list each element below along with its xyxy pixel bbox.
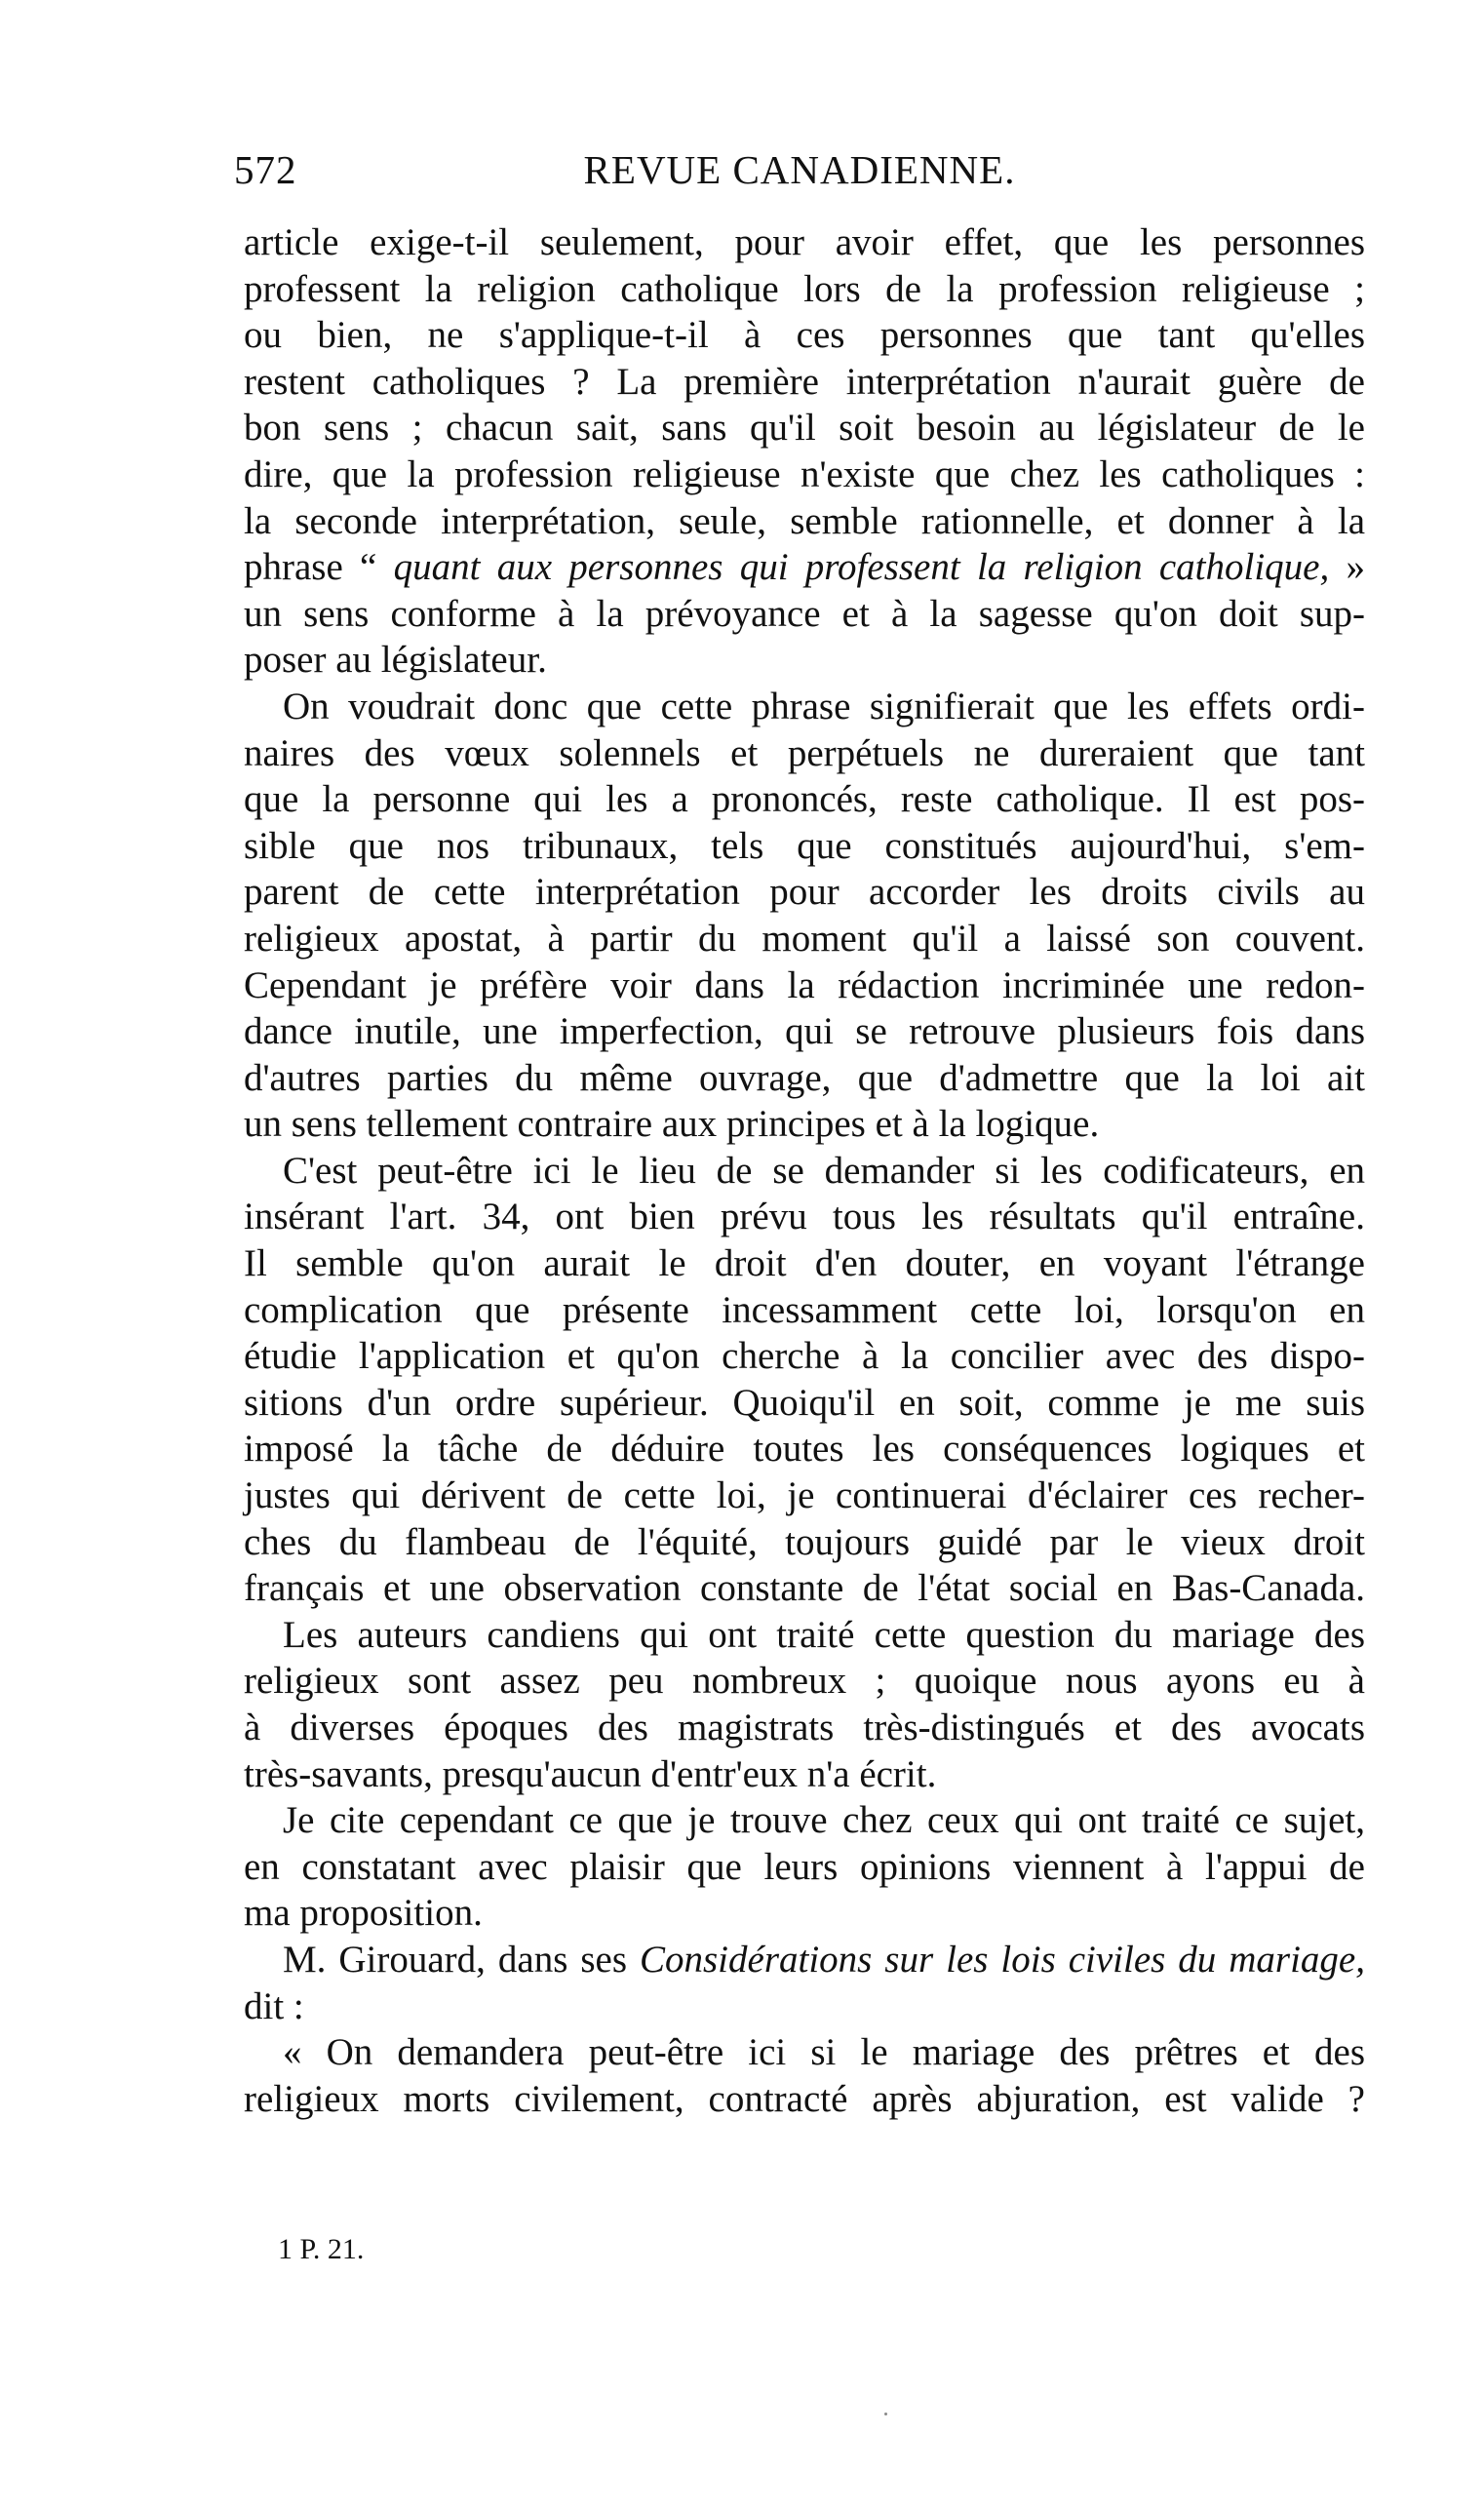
text-line: professent la religion catholique lors de la profession religieuse ; [244,267,1365,310]
text-line-phrase [244,544,1365,591]
text-line: français et une observation constante de l'état social en Bas-Canada. [244,1567,1365,1610]
text-line: la seconde interprétation, seule, semble rationnelle, et donner à la [244,499,1365,542]
text-line: étudie l'application et qu'on cherche à la concilier avec des dispo- [244,1335,1365,1378]
text-line: ches du flambeau de l'équité, toujours guidé par le vieux droit [244,1520,1365,1563]
girouard-pre: M. Girouard, dans ses [283,1938,628,1981]
text-line: d'autres parties du même ouvrage, que d'admettre que la loi ait [244,1056,1365,1099]
cited-work-title: Considérations sur les lois civiles du mariage, [639,1938,1365,1981]
print-speck [884,2413,887,2415]
running-header [234,146,1365,205]
text-line-girouard [244,1937,1365,1983]
text-line: religieux apostat, à partir du moment qu'il a laissé son couvent. [244,917,1365,960]
text-line: Cependant je préfère voir dans la rédaction incriminée une redon- [244,963,1365,1006]
footnote: 1 P. 21. [278,2233,365,2265]
text-line: dit : [244,1984,304,2027]
text-line: restent catholiques ? La première interprétation n'aurait guère de [244,360,1365,403]
paragraph-start: Je cite cependant ce que je trouve chez ceux qui ont traité ce sujet, [283,1799,1365,1842]
quotation-start: « On demandera peut-être ici si le mariage des prêtres et des [283,2031,1365,2074]
text-line: sitions d'un ordre supérieur. Quoiqu'il en soit, comme je me suis [244,1381,1365,1424]
paragraph-start: Les auteurs candiens qui ont traité cette question du mariage des [283,1613,1365,1656]
text-line: complication que présente incessamment cette loi, lorsqu'on en [244,1288,1365,1331]
paragraph-start: On voudrait donc que cette phrase signifierait que les effets ordi- [283,685,1365,727]
text-line: Il semble qu'on aurait le droit d'en douter, en voyant l'étrange [244,1242,1365,1285]
text-line: dance inutile, une imperfection, qui se retrouve plusieurs fois dans [244,1010,1365,1053]
quoted-phrase: quant aux personnes qui professent la religion catholique, [393,546,1330,589]
text-line: religieux morts civilement, contracté après abjuration, est valide ? [244,2077,1365,2120]
body-text [244,219,1365,2122]
text-line: insérant l'art. 34, ont bien prévu tous les résultats qu'il entraîne. [244,1196,1365,1238]
text-line: justes qui dérivent de cette loi, je continuerai d'éclairer ces recher- [244,1474,1365,1517]
text-line: dire, que la profession religieuse n'existe que chez les catholiques : [244,452,1365,495]
text-line: bon sens ; chacun sait, sans qu'il soit besoin au législateur de le [244,407,1365,450]
phrase-pre: phrase “ [244,546,394,589]
paragraph-start: C'est peut-être ici le lieu de se demander si les codificateurs, en [283,1149,1365,1192]
text-line: religieux sont assez peu nombreux ; quoique nous ayons eu à [244,1660,1365,1703]
phrase-post: » [1329,546,1365,589]
text-line: sible que nos tribunaux, tels que constitués aujourd'hui, s'em- [244,824,1365,867]
text-line: que la personne qui les a prononcés, reste catholique. Il est pos- [244,778,1365,821]
text-line: imposé la tâche de déduire toutes les conséquences logiques et [244,1428,1365,1471]
page-number: 572 [234,147,297,192]
text-line: en constatant avec plaisir que leurs opinions viennent à l'appui de [244,1845,1365,1888]
text-line: un sens conforme à la prévoyance et à la sagesse qu'on doit sup- [244,592,1365,635]
text-line: article exige-t-il seulement, pour avoir effet, que les personnes [244,221,1365,263]
text-line: un sens tellement contraire aux principes et à la logique. [244,1103,1100,1146]
text-line: très-savants, presqu'aucun d'entr'eux n'a écrit. [244,1752,937,1795]
text-line: poser au législateur. [244,639,547,682]
text-line: ou bien, ne s'applique-t-il à ces personnes que tant qu'elles [244,314,1365,357]
text-line: naires des vœux solennels et perpétuels ne dureraient que tant [244,731,1365,774]
text-line: à diverses époques des magistrats très-distingués et des avocats [244,1707,1365,1748]
text-line: ma proposition. [244,1892,483,1935]
text-line: parent de cette interprétation pour accorder les droits civils au [244,871,1365,914]
running-title: REVUE CANADIENNE. [583,147,1016,192]
